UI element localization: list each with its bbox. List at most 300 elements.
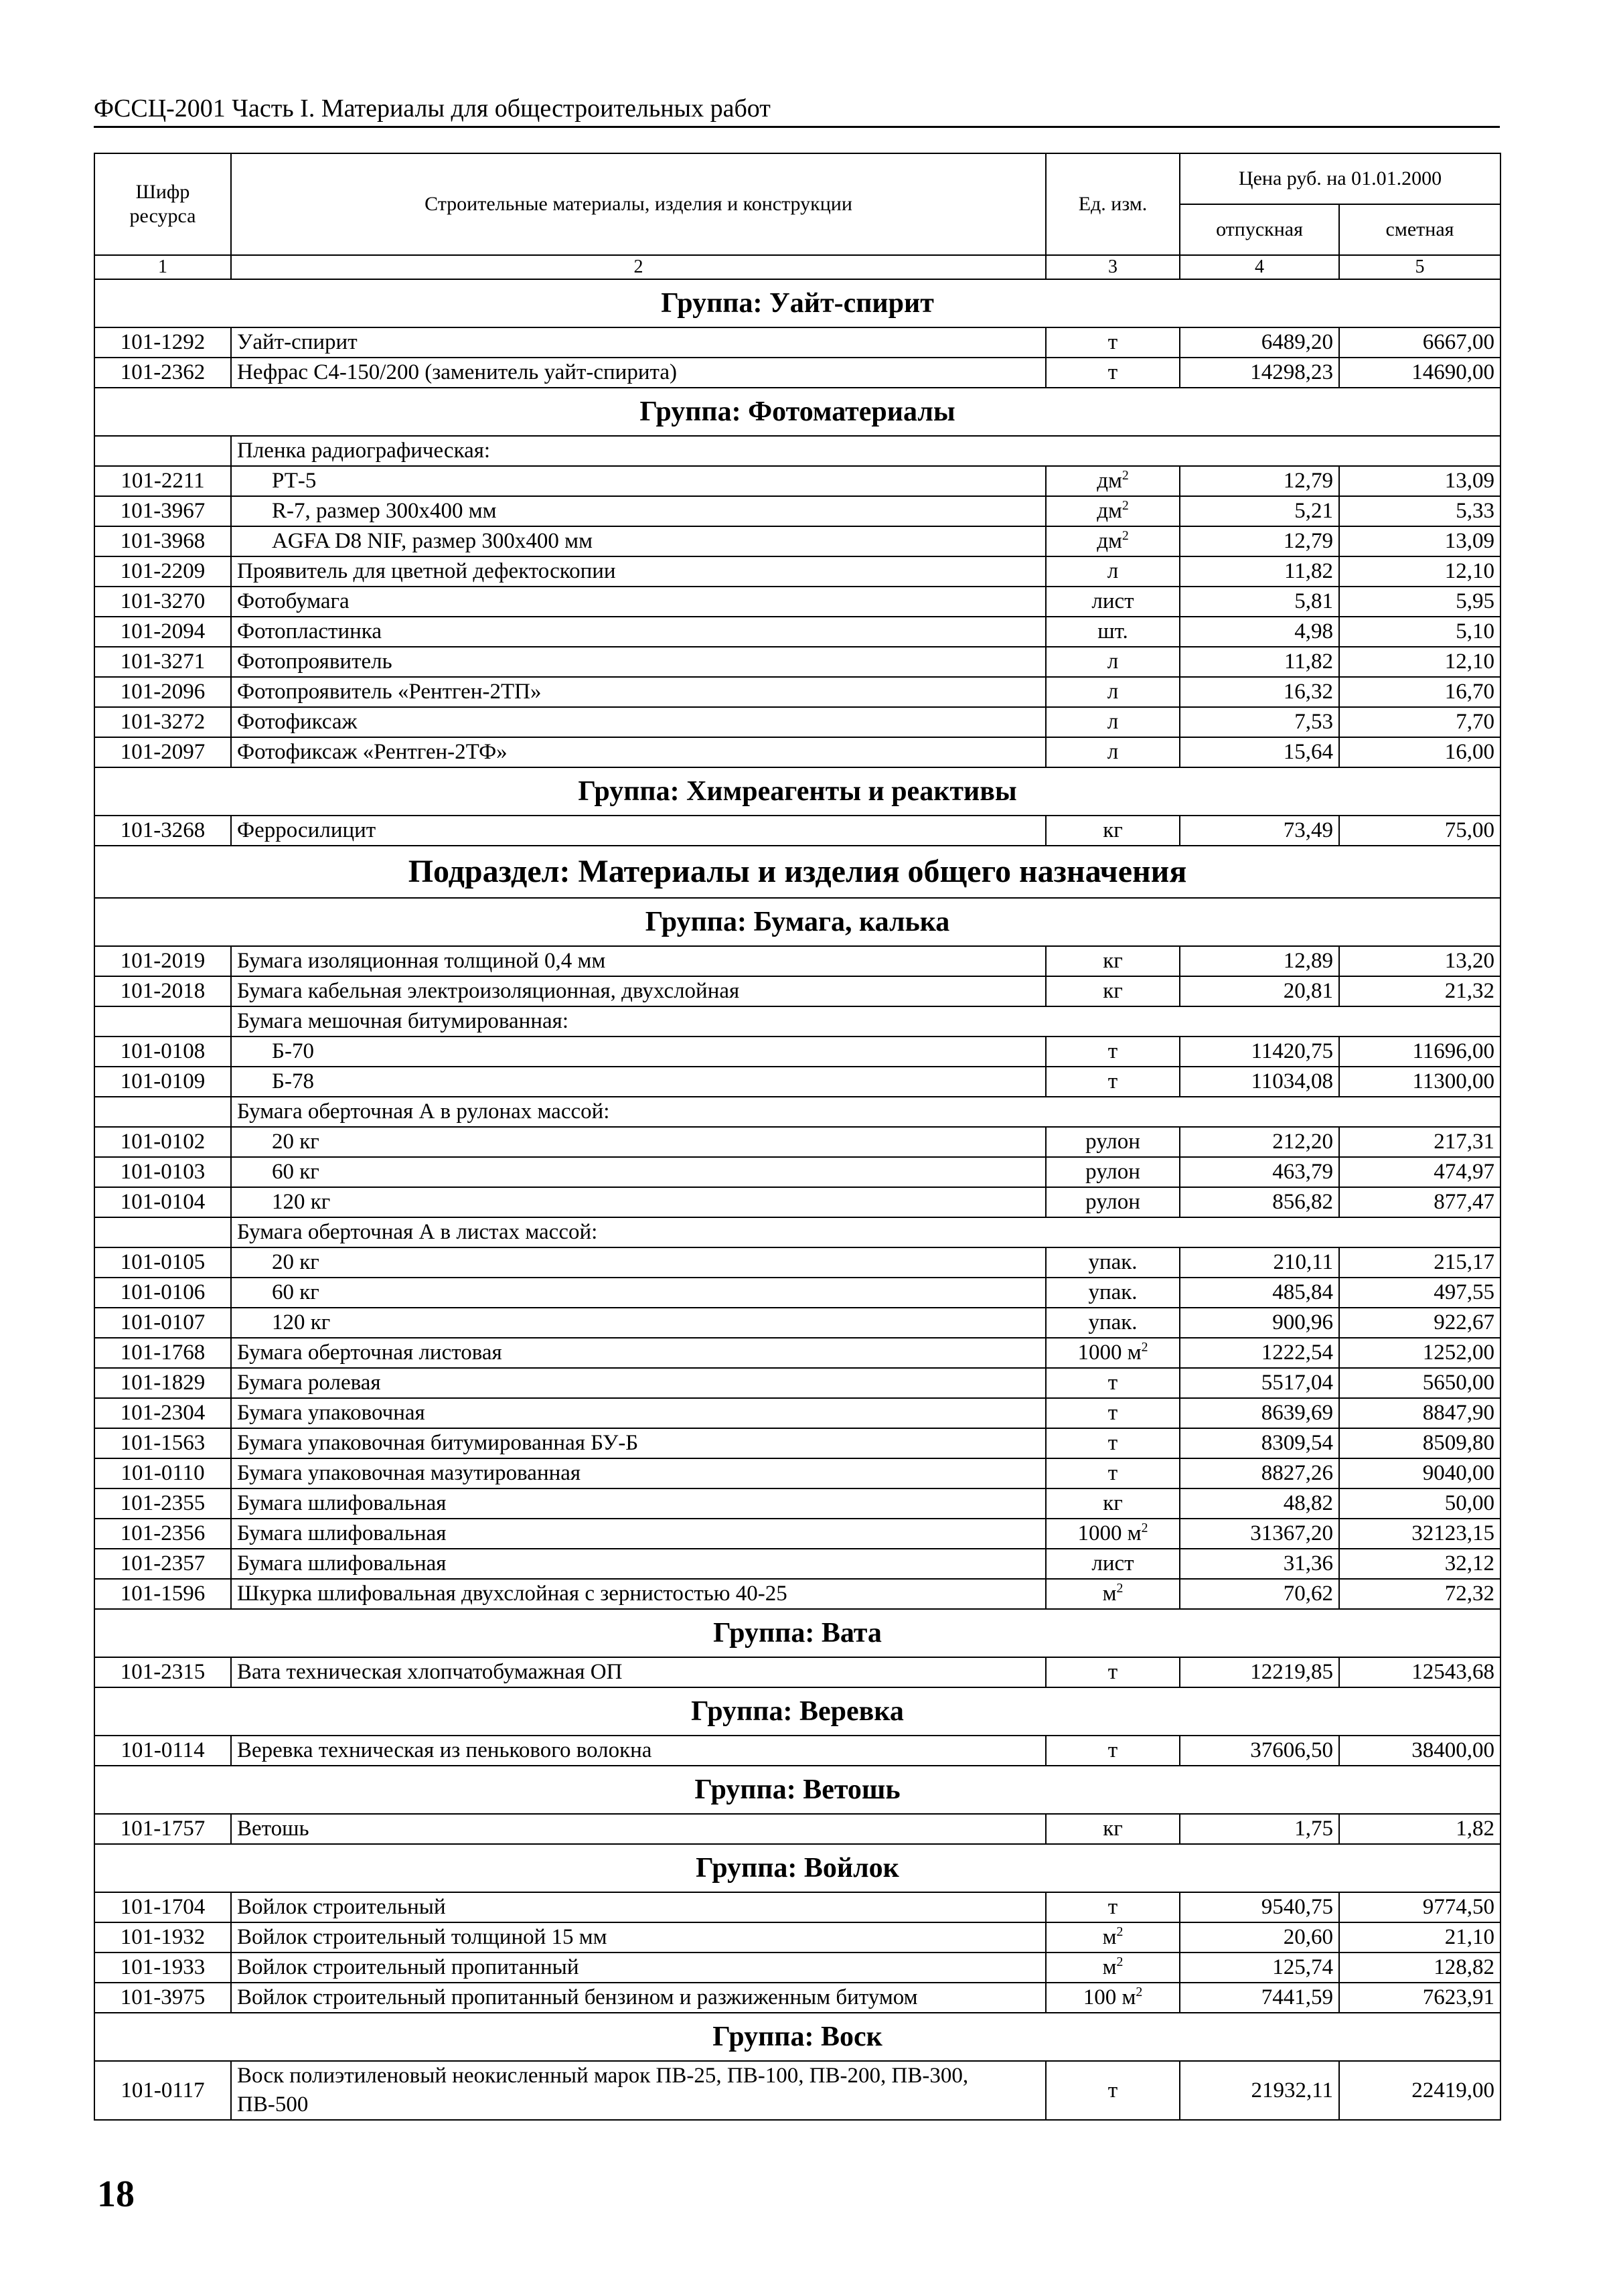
material-name-text: Бумага изоляционная толщиной 0,4 мм (237, 949, 606, 973)
table-row (94, 358, 1500, 388)
group-heading-row (94, 898, 1500, 946)
price-release-text: 7441,59 (1261, 1985, 1333, 2009)
price-estimate (1339, 587, 1500, 617)
price-estimate (1339, 1187, 1500, 1217)
price-estimate (1339, 1983, 1500, 2013)
column-number: 5 (1339, 255, 1500, 279)
unit-of-measure-text: м (1102, 1955, 1117, 1979)
price-release (1180, 466, 1339, 496)
resource-code-text: 101-2211 (121, 469, 205, 493)
price-release-text: 12219,85 (1250, 1660, 1333, 1684)
price-estimate (1339, 737, 1500, 767)
price-release (1180, 1657, 1339, 1687)
material-name-text: Войлок строительный пропитанный бензином и разжиженным битумом (237, 1985, 918, 2009)
price-release (1180, 1157, 1339, 1187)
price-estimate (1339, 1308, 1500, 1338)
price-estimate-text: 1,82 (1456, 1817, 1495, 1841)
resource-code (94, 587, 231, 617)
price-release-text: 11,82 (1284, 559, 1333, 583)
price-release (1180, 1736, 1339, 1766)
price-estimate (1339, 976, 1500, 1006)
material-name (231, 1549, 1046, 1579)
material-name-text: Бумага шлифовальная (237, 1491, 447, 1515)
code-cell-empty (94, 1097, 231, 1127)
price-release (1180, 327, 1339, 358)
table-row (94, 587, 1500, 617)
price-release-text: 900,96 (1272, 1310, 1333, 1334)
price-estimate-text: 922,67 (1434, 1310, 1495, 1334)
table-row (94, 1368, 1500, 1398)
price-release (1180, 1067, 1339, 1097)
unit-exponent: 2 (1141, 1521, 1148, 1535)
material-name-text: Вата техническая хлопчатобумажная ОП (237, 1660, 623, 1684)
resource-code (94, 496, 231, 526)
price-estimate (1339, 816, 1500, 846)
material-name-text: R-7, размер 300х400 мм (272, 499, 497, 523)
material-name (231, 526, 1046, 556)
price-estimate-text: 16,70 (1444, 680, 1495, 704)
price-release-text: 11,82 (1284, 649, 1333, 674)
resource-code-text: 101-2094 (120, 619, 206, 643)
price-release (1180, 526, 1339, 556)
price-release (1180, 707, 1339, 737)
material-name-text: Ферросилицит (237, 818, 376, 842)
price-estimate-text: 217,31 (1434, 1130, 1495, 1154)
price-release-text: 1222,54 (1261, 1341, 1333, 1365)
price-estimate (1339, 946, 1500, 976)
unit-of-measure-text: л (1107, 680, 1119, 704)
resource-code (94, 1458, 231, 1488)
table-row (94, 1247, 1500, 1278)
unit-of-measure-text: рулон (1085, 1160, 1140, 1184)
category-label-text: Бумага оберточная А в листах массой: (237, 1220, 598, 1244)
unit-of-measure (1046, 1187, 1180, 1217)
price-estimate (1339, 1338, 1500, 1368)
price-estimate-text: 12,10 (1444, 559, 1495, 583)
price-release-text: 16,32 (1283, 680, 1333, 704)
price-release-text: 8639,69 (1261, 1401, 1333, 1425)
code-cell-empty (94, 1006, 231, 1037)
material-name (231, 976, 1046, 1006)
group-heading-row (94, 767, 1500, 816)
unit-of-measure (1046, 1398, 1180, 1428)
resource-code-text: 101-1932 (120, 1925, 206, 1949)
price-estimate (1339, 647, 1500, 677)
price-estimate-text: 21,10 (1444, 1925, 1495, 1949)
resource-code-text: 101-2356 (120, 1521, 206, 1545)
price-estimate (1339, 1922, 1500, 1953)
price-estimate-text: 5,33 (1456, 499, 1495, 523)
price-release-text: 6489,20 (1261, 330, 1333, 354)
price-estimate-text: 32,12 (1444, 1551, 1495, 1576)
table-row (94, 1187, 1500, 1217)
unit-of-measure-text: т (1107, 1069, 1118, 1093)
unit-of-measure-text: т (1107, 1660, 1118, 1684)
price-release (1180, 1458, 1339, 1488)
price-release-text: 12,79 (1283, 529, 1333, 553)
price-release-text: 9540,75 (1261, 1895, 1333, 1919)
price-release (1180, 1549, 1339, 1579)
material-name-text: Бумага ролевая (237, 1371, 381, 1395)
material-name (231, 1579, 1046, 1609)
table-row (94, 707, 1500, 737)
price-estimate-text: 5,95 (1456, 589, 1495, 613)
material-name-text: Фотопроявитель (237, 649, 392, 674)
price-estimate (1339, 1368, 1500, 1398)
group-heading-row (94, 1687, 1500, 1736)
subsection-heading-row (94, 846, 1500, 898)
resource-code-text: 101-0107 (120, 1310, 206, 1334)
resource-code (94, 976, 231, 1006)
resource-code-text: 101-1933 (120, 1955, 206, 1979)
price-estimate-text: 7,70 (1456, 710, 1495, 734)
resource-code-text: 101-3975 (120, 1985, 206, 2009)
unit-of-measure (1046, 1458, 1180, 1488)
material-name-text: 20 кг (272, 1130, 319, 1154)
unit-of-measure (1046, 466, 1180, 496)
price-release (1180, 1338, 1339, 1368)
table-row (94, 1037, 1500, 1067)
resource-code (94, 1488, 231, 1519)
table-row (94, 1488, 1500, 1519)
price-estimate-text: 7623,91 (1422, 1985, 1495, 2009)
table-row (94, 1127, 1500, 1157)
price-release (1180, 2061, 1339, 2120)
unit-of-measure (1046, 556, 1180, 587)
unit-of-measure (1046, 1736, 1180, 1766)
unit-of-measure-text: 100 м (1083, 1985, 1136, 2009)
resource-code (94, 466, 231, 496)
material-name (231, 946, 1046, 976)
material-name-text: Войлок строительный (237, 1895, 446, 1919)
price-release-text: 73,49 (1283, 818, 1333, 842)
resource-code-text: 101-0110 (121, 1461, 205, 1485)
price-release-text: 11034,08 (1251, 1069, 1333, 1093)
price-release-text: 463,79 (1272, 1160, 1333, 1184)
group-heading-row (94, 1844, 1500, 1892)
resource-code-text: 101-0117 (121, 2078, 205, 2102)
material-name-text: Б-70 (272, 1039, 314, 1063)
table-row (94, 556, 1500, 587)
unit-of-measure-text: 1000 м (1077, 1341, 1142, 1365)
material-name (231, 556, 1046, 587)
material-name-text: Ветошь (237, 1817, 309, 1841)
price-estimate (1339, 1247, 1500, 1278)
unit-of-measure-text: т (1107, 2078, 1118, 2102)
resource-code (94, 1814, 231, 1844)
material-name-text: Фотофиксаж (237, 710, 358, 734)
unit-of-measure (1046, 1983, 1180, 2013)
resource-code-text: 101-1596 (120, 1582, 206, 1606)
unit-of-measure-text: м (1102, 1925, 1117, 1949)
material-name-text: Воск полиэтиленовый неокисленный марок ПВ-25, ПВ-100, ПВ-200, ПВ-300, ПВ-500 (237, 2064, 969, 2117)
price-release (1180, 1037, 1339, 1067)
material-name (231, 1127, 1046, 1157)
price-release (1180, 816, 1339, 846)
price-estimate (1339, 466, 1500, 496)
resource-code-text: 101-2097 (120, 740, 206, 764)
resource-code (94, 1127, 231, 1157)
price-estimate-text: 13,09 (1444, 529, 1495, 553)
price-estimate-text: 14690,00 (1411, 360, 1495, 384)
price-release-text: 5517,04 (1261, 1371, 1333, 1395)
price-release-text: 11420,75 (1251, 1039, 1333, 1063)
unit-of-measure (1046, 1953, 1180, 1983)
price-estimate-text: 12543,68 (1411, 1660, 1495, 1684)
unit-of-measure (1046, 1067, 1180, 1097)
unit-of-measure-text: т (1107, 360, 1118, 384)
group-heading-text: Группа: Войлок (696, 1853, 899, 1884)
table-row (94, 1519, 1500, 1549)
unit-of-measure (1046, 2061, 1180, 2120)
price-release-text: 21932,11 (1251, 2078, 1333, 2102)
table-row (94, 496, 1500, 526)
table-row (94, 1278, 1500, 1308)
group-heading (94, 1687, 1500, 1736)
material-name (231, 1892, 1046, 1922)
group-heading (94, 388, 1500, 436)
table-row (94, 1338, 1500, 1368)
price-estimate-text: 5650,00 (1422, 1371, 1495, 1395)
table-row (94, 1892, 1500, 1922)
column-number: 4 (1180, 255, 1339, 279)
price-estimate (1339, 1519, 1500, 1549)
resource-code (94, 1157, 231, 1187)
price-estimate (1339, 1278, 1500, 1308)
material-name-text: Нефрас С4-150/200 (заменитель уайт-спирита) (237, 360, 677, 384)
unit-exponent: 2 (1122, 528, 1129, 543)
price-release (1180, 1247, 1339, 1278)
group-heading (94, 767, 1500, 816)
resource-code (94, 1067, 231, 1097)
material-name-text: Бумага упаковочная (237, 1401, 425, 1425)
resource-code-text: 101-3968 (120, 529, 206, 553)
category-label-row (94, 1097, 1500, 1127)
unit-exponent: 2 (1122, 468, 1129, 483)
material-name-text: Бумага упаковочная битумированная БУ-Б (237, 1431, 639, 1455)
category-label-row (94, 436, 1500, 466)
column-header-name: Строительные материалы, изделия и конструкции (231, 153, 1046, 255)
price-estimate-text: 5,10 (1456, 619, 1495, 643)
unit-of-measure-text: кг (1103, 818, 1123, 842)
resource-code-text: 101-2096 (120, 680, 206, 704)
material-name (231, 647, 1046, 677)
group-heading (94, 2013, 1500, 2061)
resource-code-text: 101-0103 (120, 1160, 206, 1184)
price-release-text: 485,84 (1272, 1280, 1333, 1304)
price-release (1180, 1308, 1339, 1338)
material-name (231, 1922, 1046, 1953)
unit-of-measure (1046, 617, 1180, 647)
material-name-text: Уайт-спирит (237, 330, 358, 354)
price-estimate-text: 8509,80 (1422, 1431, 1495, 1455)
unit-of-measure (1046, 1127, 1180, 1157)
material-name-text: Войлок строительный толщиной 15 мм (237, 1925, 607, 1949)
resource-code (94, 526, 231, 556)
price-estimate (1339, 1127, 1500, 1157)
price-release (1180, 1892, 1339, 1922)
group-heading (94, 898, 1500, 946)
price-release-text: 12,89 (1283, 949, 1333, 973)
column-header-price: Цена руб. на 01.01.2000 (1180, 153, 1500, 204)
resource-code (94, 1953, 231, 1983)
resource-code-text: 101-1757 (120, 1817, 206, 1841)
resource-code (94, 1519, 231, 1549)
unit-of-measure-text: т (1107, 330, 1118, 354)
category-label-text: Бумага мешочная битумированная: (237, 1009, 568, 1033)
price-release-text: 15,64 (1283, 740, 1333, 764)
unit-exponent: 2 (1122, 498, 1129, 513)
group-heading-row (94, 388, 1500, 436)
price-estimate-text: 22419,00 (1411, 2078, 1495, 2102)
table-row (94, 1067, 1500, 1097)
material-name (231, 1428, 1046, 1458)
group-heading-text: Группа: Фотоматериалы (639, 396, 955, 427)
price-estimate (1339, 1549, 1500, 1579)
table-row (94, 1814, 1500, 1844)
unit-of-measure (1046, 1814, 1180, 1844)
material-name (231, 1067, 1046, 1097)
resource-code-text: 101-2355 (120, 1491, 206, 1515)
unit-of-measure-text: л (1107, 649, 1119, 674)
unit-of-measure (1046, 587, 1180, 617)
price-release (1180, 1428, 1339, 1458)
price-estimate (1339, 1428, 1500, 1458)
price-estimate-text: 877,47 (1434, 1190, 1495, 1214)
price-estimate (1339, 617, 1500, 647)
table-row (94, 2061, 1500, 2120)
material-name-text: Фотопластинка (237, 619, 382, 643)
material-name (231, 1983, 1046, 2013)
unit-of-measure-text: т (1107, 1039, 1118, 1063)
table-row (94, 1736, 1500, 1766)
material-name-text: Проявитель для цветной дефектоскопии (237, 559, 616, 583)
category-label-text: Бумага оберточная А в рулонах массой: (237, 1099, 610, 1124)
material-name-text: Фотобумага (237, 589, 350, 613)
price-release-text: 70,62 (1283, 1582, 1333, 1606)
price-estimate (1339, 1488, 1500, 1519)
group-heading-row (94, 1609, 1500, 1657)
price-estimate (1339, 1736, 1500, 1766)
unit-of-measure-text: рулон (1085, 1190, 1140, 1214)
unit-of-measure (1046, 1278, 1180, 1308)
material-name (231, 1187, 1046, 1217)
table-row (94, 1398, 1500, 1428)
table-row (94, 1579, 1500, 1609)
resource-code-text: 101-2315 (120, 1660, 206, 1684)
resource-code (94, 1247, 231, 1278)
price-release-text: 48,82 (1283, 1491, 1333, 1515)
price-release (1180, 647, 1339, 677)
price-estimate-text: 50,00 (1444, 1491, 1495, 1515)
price-release-text: 125,74 (1272, 1955, 1333, 1979)
resource-code (94, 556, 231, 587)
group-heading (94, 1766, 1500, 1814)
resource-code-text: 101-3270 (120, 589, 206, 613)
resource-code-text: 101-3967 (120, 499, 206, 523)
material-name (231, 358, 1046, 388)
table-row (94, 946, 1500, 976)
resource-code-text: 101-2357 (120, 1551, 206, 1576)
unit-of-measure (1046, 1428, 1180, 1458)
table-row (94, 1983, 1500, 2013)
material-name-text: Бумага кабельная электроизоляционная, двухслойная (237, 979, 740, 1003)
table-row (94, 816, 1500, 846)
group-heading-text: Группа: Уайт-спирит (661, 288, 934, 319)
price-release-text: 37606,50 (1250, 1738, 1333, 1762)
price-release-text: 4,98 (1294, 619, 1333, 643)
group-heading (94, 1844, 1500, 1892)
unit-of-measure (1046, 1157, 1180, 1187)
price-estimate-text: 32123,15 (1411, 1521, 1495, 1545)
price-release (1180, 1187, 1339, 1217)
table-row (94, 677, 1500, 707)
group-heading-row (94, 279, 1500, 327)
price-release-text: 5,81 (1294, 589, 1333, 613)
unit-of-measure-text: упак. (1088, 1280, 1138, 1304)
price-estimate (1339, 1157, 1500, 1187)
column-number: 2 (231, 255, 1046, 279)
resource-code-text: 101-1829 (120, 1371, 206, 1395)
material-name (231, 327, 1046, 358)
resource-code-text: 101-0104 (120, 1190, 206, 1214)
material-name (231, 1368, 1046, 1398)
material-name-text: 20 кг (272, 1250, 319, 1274)
resource-code-text: 101-2019 (120, 949, 206, 973)
price-release-text: 1,75 (1294, 1817, 1333, 1841)
resource-code (94, 1549, 231, 1579)
resource-code-text: 101-1704 (120, 1895, 206, 1919)
price-estimate-text: 12,10 (1444, 649, 1495, 674)
price-estimate-text: 128,82 (1434, 1955, 1495, 1979)
price-estimate (1339, 1657, 1500, 1687)
table-row (94, 1157, 1500, 1187)
unit-of-measure (1046, 526, 1180, 556)
unit-of-measure (1046, 1488, 1180, 1519)
unit-of-measure-text: т (1107, 1431, 1118, 1455)
material-name-text: Бумага упаковочная мазутированная (237, 1461, 581, 1485)
price-estimate (1339, 1892, 1500, 1922)
resource-code (94, 1428, 231, 1458)
material-name-text: Шкурка шлифовальная двухслойная с зернистостью 40-25 (237, 1582, 787, 1606)
unit-of-measure (1046, 946, 1180, 976)
price-estimate-text: 474,97 (1434, 1160, 1495, 1184)
unit-of-measure-text: лист (1091, 1551, 1134, 1576)
unit-of-measure (1046, 707, 1180, 737)
price-estimate-text: 38400,00 (1411, 1738, 1495, 1762)
resource-code (94, 1657, 231, 1687)
unit-exponent: 2 (1116, 1955, 1124, 1969)
resource-code (94, 1579, 231, 1609)
material-name (231, 677, 1046, 707)
table-row (94, 526, 1500, 556)
price-release-text: 20,81 (1283, 979, 1333, 1003)
price-release (1180, 1398, 1339, 1428)
material-name (231, 617, 1046, 647)
table-row (94, 1953, 1500, 1983)
price-estimate (1339, 1067, 1500, 1097)
table-row (94, 1549, 1500, 1579)
unit-of-measure-text: шт. (1097, 619, 1128, 643)
price-release (1180, 556, 1339, 587)
price-estimate (1339, 496, 1500, 526)
resource-code (94, 358, 231, 388)
category-label (231, 436, 1500, 466)
material-name (231, 1157, 1046, 1187)
price-estimate (1339, 556, 1500, 587)
unit-of-measure (1046, 1579, 1180, 1609)
unit-of-measure (1046, 677, 1180, 707)
